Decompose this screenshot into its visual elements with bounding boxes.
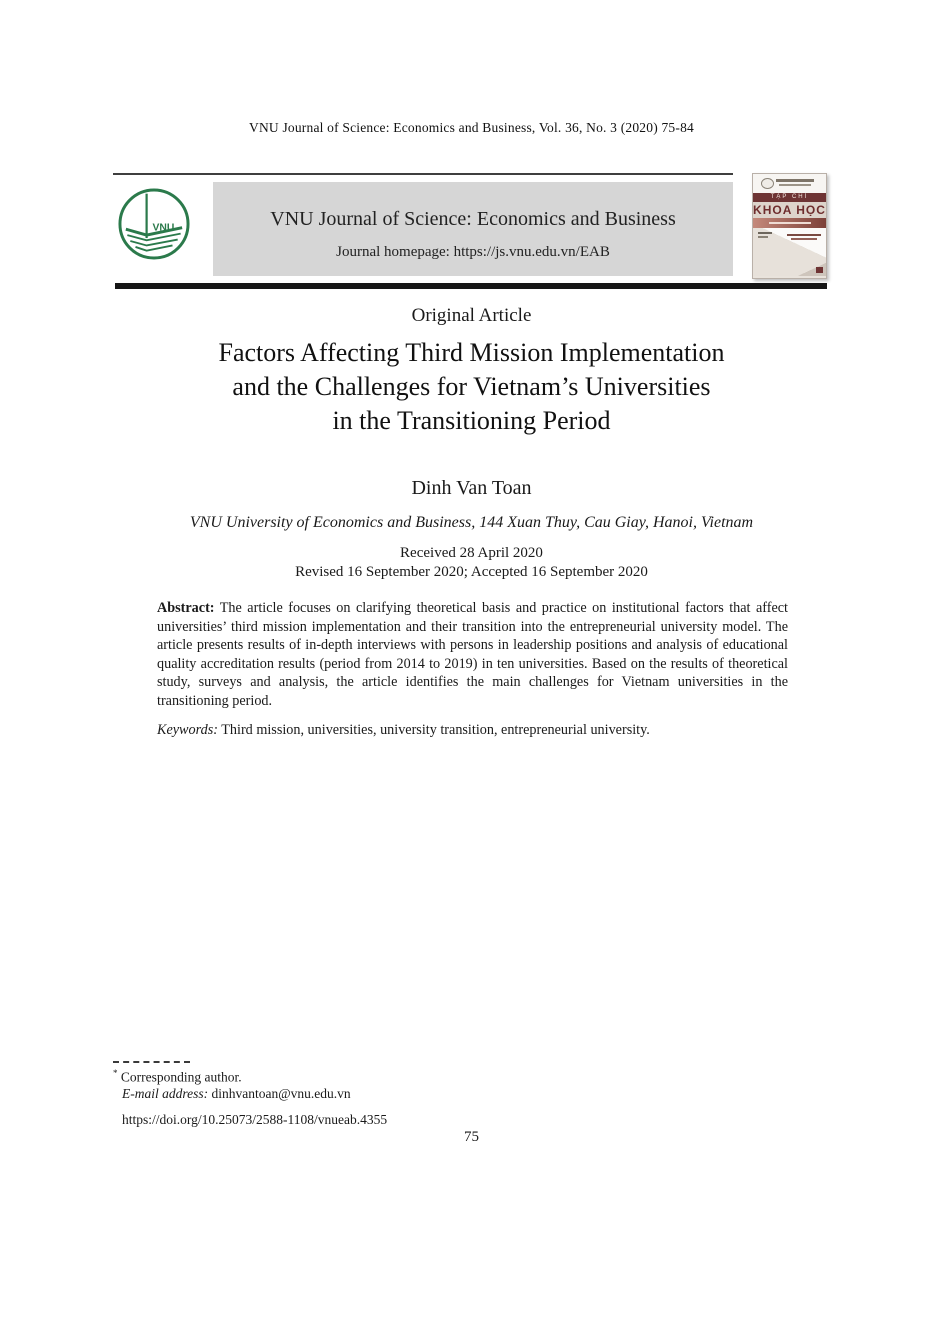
cover-artwork [753, 228, 826, 276]
article-title-line2: and the Challenges for Vietnam’s Universities [232, 372, 711, 401]
running-head: VNU Journal of Science: Economics and Business, Vol. 36, No. 3 (2020) 75-84 [249, 120, 694, 135]
cover-tapchi-label: TẠP CHÍ [753, 193, 826, 202]
email-address-link[interactable]: dinhvantoan@vnu.edu.vn [211, 1086, 351, 1101]
article-title [0, 336, 943, 438]
keywords-line [157, 722, 788, 739]
abstract-label: Abstract: [157, 600, 215, 616]
header-bottom-rule [115, 283, 827, 289]
received-date: Received 28 April 2020 [400, 545, 543, 561]
revised-accepted-dates: Revised 16 September 2020; Accepted 16 September 2020 [295, 564, 648, 580]
cover-khoahoc-label: KHOA HỌC [753, 203, 826, 217]
corresponding-author-note: * Corresponding author. [113, 1068, 242, 1085]
journal-title: VNU Journal of Science: Economics and Business [270, 208, 676, 230]
email-label: E-mail address: [122, 1086, 209, 1101]
page-number: 75 [464, 1129, 479, 1145]
cover-series-band [753, 218, 826, 228]
banner-top-rule [113, 173, 733, 175]
email-line [122, 1086, 351, 1102]
cover-header [753, 174, 826, 193]
journal-cover-thumbnail [752, 173, 827, 279]
article-title-line3: in the Transitioning Period [332, 406, 611, 435]
masthead-box [213, 182, 733, 276]
footnote-rule [113, 1061, 190, 1063]
keywords-text: Third mission, universities, university transition, entrepreneurial university. [221, 722, 650, 738]
footnote-marker: * [113, 1068, 118, 1078]
vnu-logo-icon [117, 186, 191, 262]
author-affiliation: VNU University of Economics and Business, 144 Xuan Thuy, Cau Giay, Hanoi, Vietnam [189, 514, 754, 531]
journal-homepage-link[interactable]: Journal homepage: https://js.vnu.edu.vn/EAB [336, 244, 610, 260]
keywords-label: Keywords: [157, 722, 218, 738]
doi-link[interactable]: https://doi.org/10.25073/2588-1108/vnueab.4355 [122, 1112, 388, 1127]
abstract-text: The article focuses on clarifying theoretical basis and practice on institutional factors that affect universities’ third mission implementation and their transition into the entrepreneurial university model. The article presents results of in-depth interviews with persons in leadership positions and analysis of educational quality accreditation results (period from 2014 to 2019) in ten universities. Based on the results of theoretical study, surveys and analysis, the article identifies the main challenges for Vietnam universities in the transitioning period. [157, 600, 788, 709]
abstract-paragraph [157, 599, 788, 711]
article-title-line1: Factors Affecting Third Mission Implementation [218, 338, 725, 367]
article-type-label: Original Article [411, 305, 532, 326]
cover-university-seal-icon [761, 178, 774, 189]
vnu-logo-text: VNU [152, 222, 175, 234]
author-name: Dinh Van Toan [411, 477, 532, 499]
